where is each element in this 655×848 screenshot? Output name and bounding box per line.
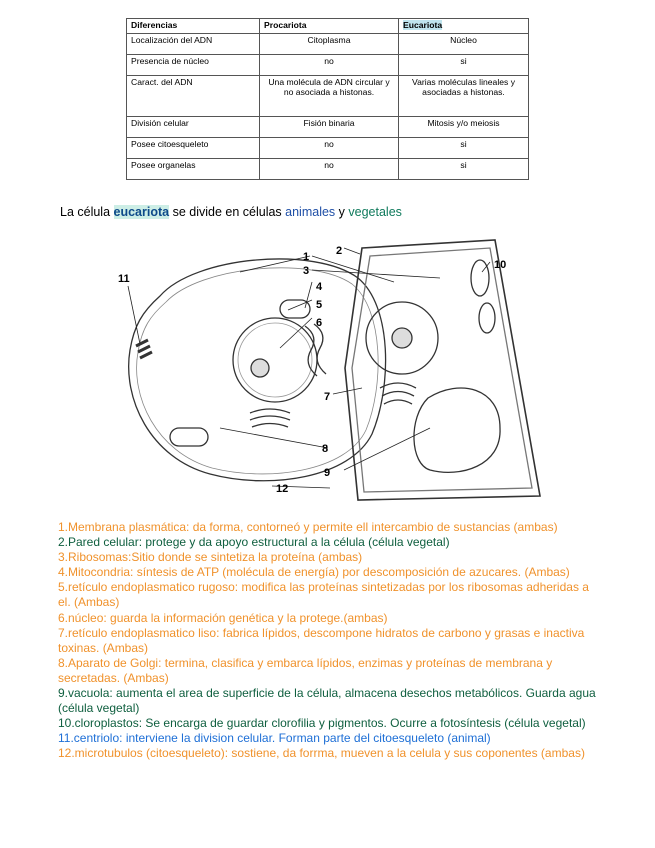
diagram-label-4: 4 [316,281,323,293]
table-row [127,75,529,116]
table-row [127,33,529,54]
intro-sentence [60,205,402,219]
diagram-label-7: 7 [324,391,331,403]
animal-mitochondrion-2 [170,428,208,446]
diagram-label-11: 11 [118,273,130,285]
table-row [127,54,529,75]
diagram-label-5: 5 [316,299,323,311]
table-cell: Una molécula de ADN circular y no asociada a histonas. [260,75,399,116]
table-cell: no [260,54,399,75]
table-cell: no [260,158,399,179]
animal-golgi [250,409,290,427]
diagram-label-10: 10 [494,259,507,271]
plant-chloroplast [471,260,489,296]
intro-vegetales: vegetales [348,205,402,219]
table-header-row [127,19,529,34]
diagram-label-3: 3 [303,265,310,277]
intro-eucariota: eucariota [113,205,170,219]
legend-item: 12.microtubulos (citoesqueleto): sostiene, da forrma, mueven a la celula y sus coponentes (ambas) [58,746,585,761]
table-cell: Núcleo [399,33,529,54]
animal-nucleus-inner [238,323,312,397]
table-cell: Posee organelas [127,158,260,179]
legend-item: 2.Pared celular: protege y da apoyo estructural a la célula (célula vegetal) [58,535,450,550]
procariota-header: Procariota [264,20,307,30]
table-row [127,116,529,137]
legend-item: 9.vacuola: aumenta el area de superficie de la célula, almacena desechos metabólicos. Guarda agua (célula vegetal) [58,686,596,716]
plant-chloroplast-2 [479,303,495,333]
table-cell: Presencia de núcleo [127,54,260,75]
diagram-label-6: 6 [316,317,323,329]
table-row [127,137,529,158]
intro-animales: animales [285,205,336,219]
animal-nucleolus [251,359,269,377]
plant-golgi [380,383,416,404]
diagram-label-1: 1 [303,251,310,263]
table-cell: División celular [127,116,260,137]
plant-vacuole [414,388,500,472]
table-cell: Caract. del ADN [127,75,260,116]
table-cell: si [399,54,529,75]
legend-item: 4.Mitocondria: síntesis de ATP (molécula de energía) por descomposición de azucares. (Ambas) [58,565,570,580]
legend-item: 7.retículo endoplasmatico liso: fabrica lípidos, descompone hidratos de carbono y grasas e inactiva toxinas. (Ambas) [58,625,585,655]
diagram-label-8: 8 [322,443,329,455]
diagram-label-12: 12 [276,483,289,495]
intro-prefix: La célula [60,205,114,219]
animal-nucleus [233,318,317,402]
table-row [127,158,529,179]
table-cell: Varias moléculas lineales y asociadas a histonas. [399,75,529,116]
table-header-cell [260,19,399,34]
table-cell: si [399,158,529,179]
table-cell: Localización del ADN [127,33,260,54]
plant-nucleolus [392,328,412,348]
diagram-label-9: 9 [324,467,331,479]
legend-item: 6.núcleo: guarda la información genética y la protege.(ambas) [58,610,388,625]
diagram-label-2: 2 [336,245,343,257]
table-cell: Citoplasma [260,33,399,54]
legend-item: 1.Membrana plasmática: da forma, contorneó y permite ell intercambio de sustancias (ambas) [58,520,558,534]
table-cell: no [260,137,399,158]
legend-item: 10.cloroplastos: Se encarga de guardar clorofilia y pigmentos. Ocurre a fotosíntesis (célula vegetal) [58,716,586,731]
legend-item: 3.Ribosomas:Sitio donde se sintetiza la proteína (ambas) [58,550,363,565]
table-header-cell [399,19,529,34]
legend-item: 5.retículo endoplasmatico rugoso: modifica las proteínas sintetizadas por los ribosomas adheridas a el. (Ambas) [58,580,589,610]
intro-conj: y [335,205,349,219]
table-header-cell: Diferencias [127,19,260,34]
legend-item: 11.centriolo: interviene la division celular. Forman parte del citoesqueleto (animal) [58,731,491,746]
legend-list [58,520,598,762]
intro-middle: se divide en células [169,205,286,219]
table-cell: Mitosis y/o meiosis [399,116,529,137]
eucariota-header: Eucariota [403,20,443,30]
legend-item: 8.Aparato de Golgi: termina, clasifica y embarca lípidos, enzimas y proteínas de membrana y secretadas. (Ambas) [58,655,553,685]
cell-diagram [100,238,550,508]
plant-cell-membrane [352,248,532,492]
table-cell: si [399,137,529,158]
table-cell: Posee citoesqueleto [127,137,260,158]
table-cell: Fisión binaria [260,116,399,137]
comparison-table [126,18,529,180]
